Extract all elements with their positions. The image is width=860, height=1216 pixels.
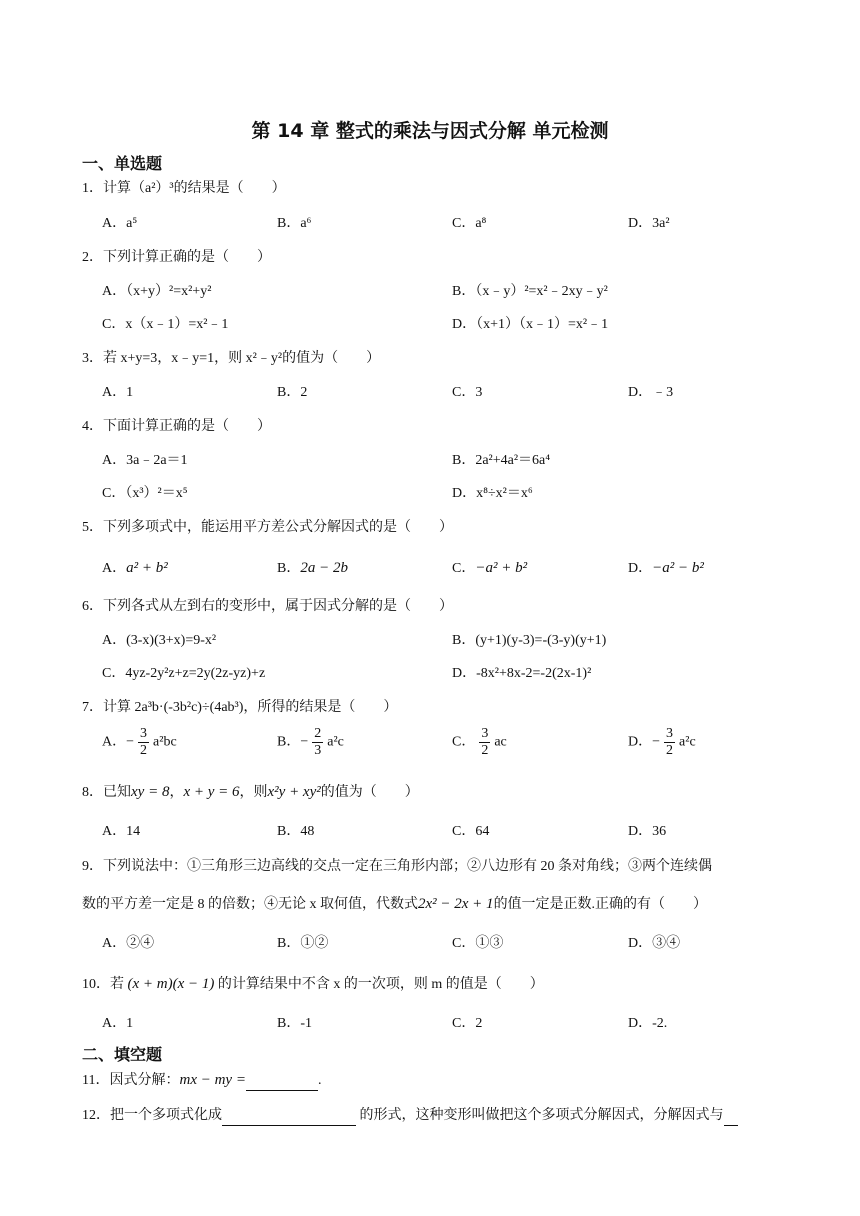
term: a²c [679,734,696,750]
question-1-option-d: D．3a² [628,216,670,231]
question-10-option-c: C．2 [452,1016,483,1031]
question-2-option-c: C．x（x﹣1）=x²﹣1 [102,317,229,332]
question-9-stem-line-2 [82,894,707,915]
section-heading-single-choice: 一、单选题 [82,154,163,173]
fraction [138,726,149,759]
page-title: 第 14 章 整式的乘法与因式分解 单元检测 [251,120,609,142]
fraction [664,726,675,759]
question-5-option-b [277,558,348,579]
numerator: 3 [140,726,148,741]
question-10-stem [82,974,544,995]
math-expression: (x + m)(x − 1) [127,976,215,992]
denominator: 2 [481,743,489,758]
question-7-option-c [452,726,507,759]
question-5-stem: 5．下列多项式中，能运用平方差公式分解因式的是（ ） [82,520,453,535]
answer-blank[interactable] [246,1076,318,1091]
math-expression: mx − my = [179,1072,246,1088]
question-12-stem [82,1106,738,1126]
question-8-option-b: B．48 [277,824,315,839]
question-6-option-d: D．-8x²+8x-2=-2(2x-1)² [452,666,592,681]
numerator: 3 [481,726,489,741]
stem-text: . [317,1073,322,1088]
question-11-stem [82,1070,321,1091]
question-5-option-a [102,558,168,579]
question-10-option-a: A．1 [102,1016,134,1031]
stem-text: 8．已知 [82,785,131,800]
question-10-option-b: B．-1 [277,1016,312,1031]
stem-text: 11．因式分解： [82,1073,180,1088]
answer-blank[interactable] [724,1111,738,1126]
option-label: B． [277,734,301,750]
stem-text: 10．若 [82,977,124,992]
question-4-option-b: B．2a²+4a²＝6a⁴ [452,453,551,468]
question-2-option-d: D．（x+1）（x﹣1）=x²﹣1 [452,317,609,332]
question-7-stem: 7．计算 2a³b·(-3b²c)÷(4ab³)，所得的结果是（ ） [82,700,398,715]
question-7-option-d [628,726,696,759]
option-label: A． [102,734,127,750]
math-expression: a² + b² [126,560,168,576]
question-6-stem: 6．下列各式从左到右的变形中，属于因式分解的是（ ） [82,599,453,614]
denominator: 2 [140,743,148,758]
stem-text: 的值一定是正数.正确的有（ ） [493,897,708,912]
question-3-option-b: B．2 [277,385,308,400]
question-2-stem: 2．下列计算正确的是（ ） [82,250,271,265]
question-6-option-c: C．4yz-2y²z+z=2y(2z-yz)+z [102,666,266,681]
question-4-option-c: C．（x³）²＝x⁵ [102,486,188,501]
question-1-stem: 1．计算（a²）³的结果是（ ） [82,181,286,196]
math-expression: 2a − 2b [300,560,348,576]
minus-sign: − [126,734,135,750]
question-7-option-b [277,726,344,759]
option-label: A． [102,561,127,576]
term: ac [494,734,507,750]
math-expression: x²y + xy² [267,784,321,800]
denominator: 2 [666,743,674,758]
numerator: 2 [314,726,322,741]
fraction [479,726,490,759]
question-1-option-b: B．a⁶ [277,216,312,231]
question-5-option-d [628,558,704,579]
answer-blank[interactable] [222,1111,356,1126]
question-10-option-d: D．-2. [628,1016,668,1031]
question-3-stem: 3．若 x+y=3，x﹣y=1，则 x²﹣y²的值为（ ） [82,351,381,366]
minus-sign: − [652,734,661,750]
question-2-option-b: B．（x﹣y）²=x²﹣2xy﹣y² [452,284,608,299]
stem-text: 12．把一个多项式化成 [82,1108,222,1123]
question-9-option-b: B．①② [277,936,329,951]
question-9-stem-line-1: 9．下列说法中：①三角形三边高线的交点一定在三角形内部；②八边形有 20 条对角线；③两个连续偶 [82,859,712,874]
question-4-stem: 4．下面计算正确的是（ ） [82,419,271,434]
question-8-option-a: A．14 [102,824,141,839]
question-8-stem [82,782,419,803]
question-7-option-a [102,726,177,759]
section-heading-fill-in: 二、填空题 [82,1045,163,1064]
option-label: D． [628,561,653,576]
question-3-option-a: A．1 [102,385,134,400]
stem-text: ，则 [239,785,268,800]
stem-text: 的计算结果中不含 x 的一次项，则 m 的值是（ ） [217,977,544,992]
term: a²c [327,734,344,750]
question-1-option-c: C．a⁸ [452,216,487,231]
stem-text: 的形式，这种变形叫做把这个多项式分解因式，分解因式与 [359,1108,724,1123]
question-6-option-a: A．(3-x)(3+x)=9-x² [102,633,217,648]
question-9-option-a: A．②④ [102,936,155,951]
option-label: B． [277,561,301,576]
math-expression: x + y = 6 [183,784,240,800]
denominator: 3 [314,743,322,758]
question-8-option-c: C．64 [452,824,490,839]
math-expression: xy = 8 [131,784,170,800]
question-6-option-b: B．(y+1)(y-3)=-(3-y)(y+1) [452,633,607,648]
option-label: C． [452,734,476,750]
question-4-option-d: D．x⁸÷x²＝x⁶ [452,486,533,501]
math-expression: −a² − b² [652,560,704,576]
option-label: C． [452,561,476,576]
math-expression: 2x² − 2x + 1 [418,896,494,912]
question-3-option-c: C．3 [452,385,483,400]
stem-text: 的值为（ ） [320,785,419,800]
stem-text: ， [169,785,184,800]
question-9-option-d: D．③④ [628,936,681,951]
math-expression: −a² + b² [475,560,528,576]
numerator: 3 [666,726,674,741]
question-8-option-d: D．36 [628,824,667,839]
question-9-option-c: C．①③ [452,936,504,951]
question-3-option-d: D．﹣3 [628,385,674,400]
question-2-option-a: A．（x+y）²=x²+y² [102,284,212,299]
term: a²bc [153,734,177,750]
fraction [312,726,323,759]
minus-sign: − [300,734,309,750]
option-label: D． [628,734,653,750]
question-5-option-c [452,558,527,579]
question-1-option-a: A．a⁵ [102,216,138,231]
question-4-option-a: A．3a﹣2a＝1 [102,453,188,468]
stem-text: 数的平方差一定是 8 的倍数；④无论 x 取何值，代数式 [82,897,418,912]
